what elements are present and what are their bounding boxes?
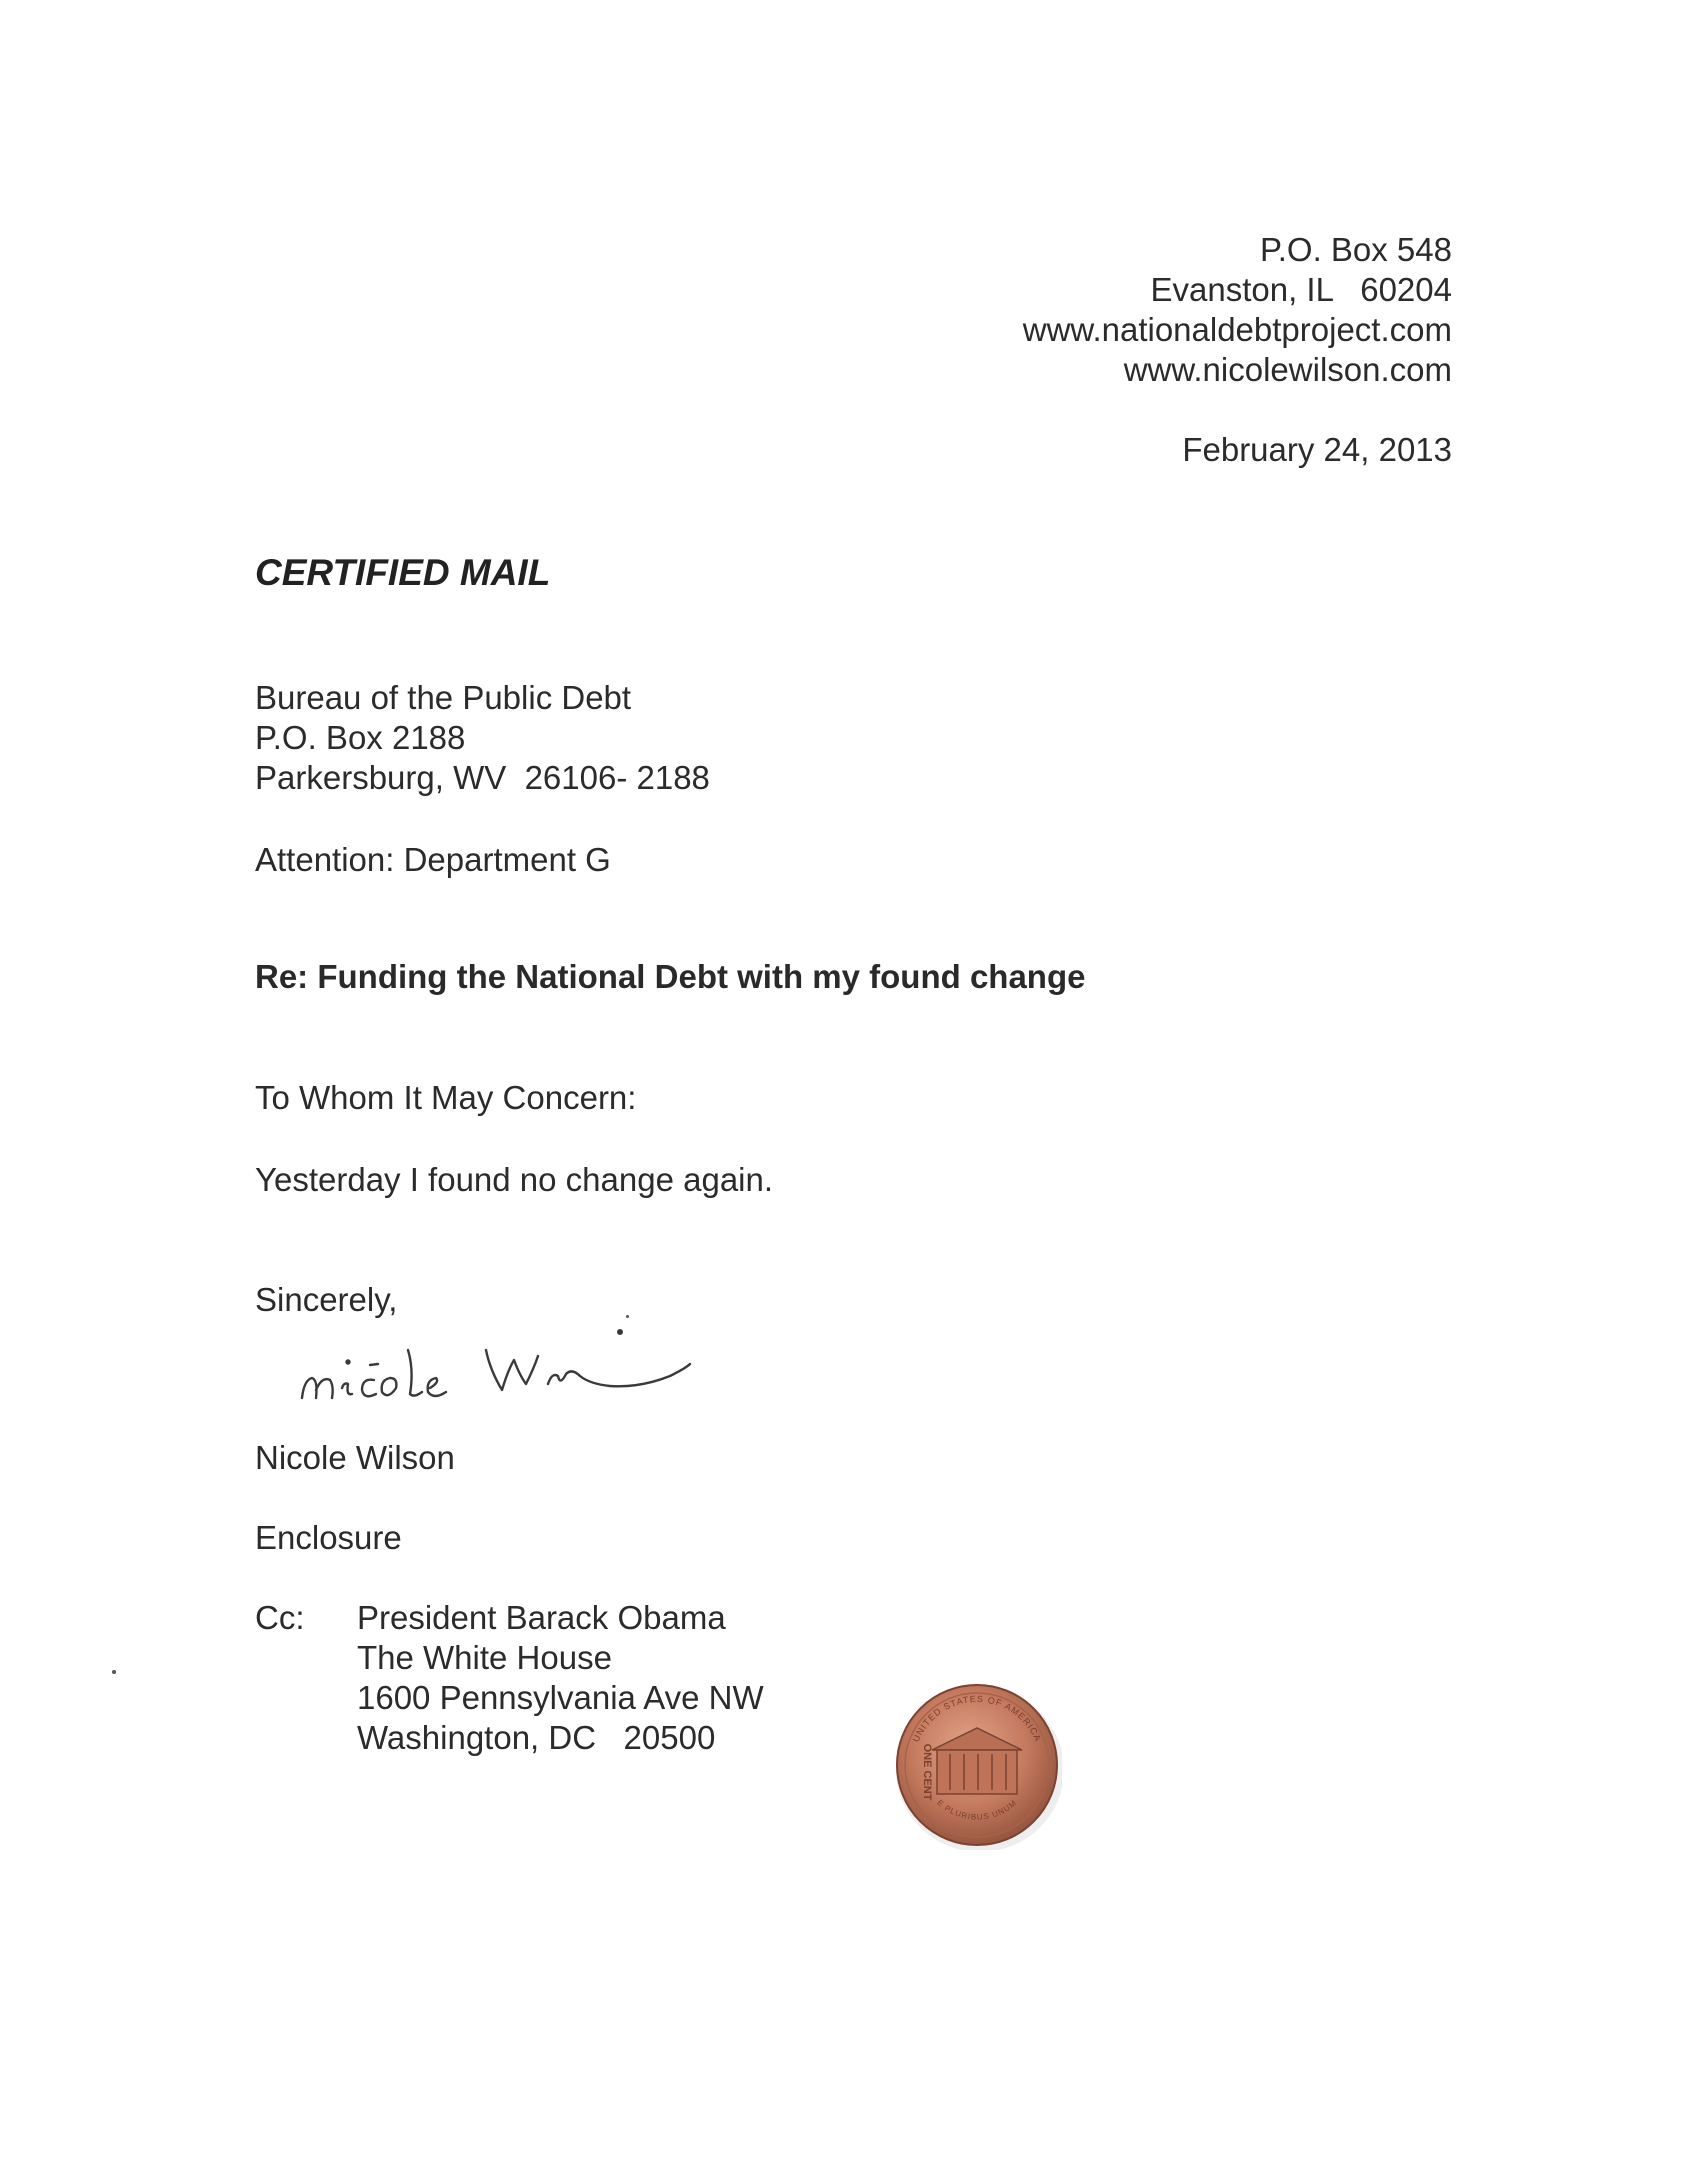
cc-line4: Washington, DC 20500 <box>357 1719 716 1756</box>
closing: Sincerely, <box>255 1281 398 1318</box>
recipient-address-block <box>255 678 710 798</box>
subject-line: Re: Funding the National Debt with my found change <box>255 958 1086 995</box>
scan-speck <box>112 1670 116 1674</box>
letter-date: February 24, 2013 <box>1182 431 1452 468</box>
attention-line: Attention: Department G <box>255 841 611 878</box>
scan-speck <box>626 1315 629 1318</box>
penny-coin-image <box>892 1680 1062 1850</box>
delivery-method: CERTIFIED MAIL <box>255 552 551 593</box>
sender-address-block <box>1023 230 1452 390</box>
cc-line1: President Barack Obama <box>357 1599 726 1636</box>
coin-country-text: UNITED STATES OF AMERICA <box>910 1693 1044 1744</box>
cc-line2: The White House <box>357 1639 612 1676</box>
coin-denomination-text: ONE CENT <box>921 1743 933 1801</box>
sender-address-line1: P.O. Box 548 <box>1259 231 1452 268</box>
recipient-address-line2: Parkersburg, WV 26106- 2188 <box>255 759 710 796</box>
coin-motto-text: E PLURIBUS UNUM <box>935 1798 1019 1822</box>
sender-website2: www.nicolewilson.com <box>1123 351 1452 388</box>
handwritten-signature <box>290 1310 710 1420</box>
cc-label: Cc: <box>255 1599 305 1636</box>
recipient-address-line1: P.O. Box 2188 <box>255 719 466 756</box>
cc-line3: 1600 Pennsylvania Ave NW <box>357 1679 764 1716</box>
enclosure-note: Enclosure <box>255 1519 402 1556</box>
sender-website1: www.nationaldebtproject.com <box>1022 311 1452 348</box>
cc-address-block <box>357 1598 764 1758</box>
salutation: To Whom It May Concern: <box>255 1079 637 1116</box>
letter-body: Yesterday I found no change again. <box>255 1161 774 1198</box>
recipient-name: Bureau of the Public Debt <box>255 679 632 716</box>
sender-address-line2: Evanston, IL 60204 <box>1150 271 1452 308</box>
signer-name: Nicole Wilson <box>255 1439 455 1476</box>
